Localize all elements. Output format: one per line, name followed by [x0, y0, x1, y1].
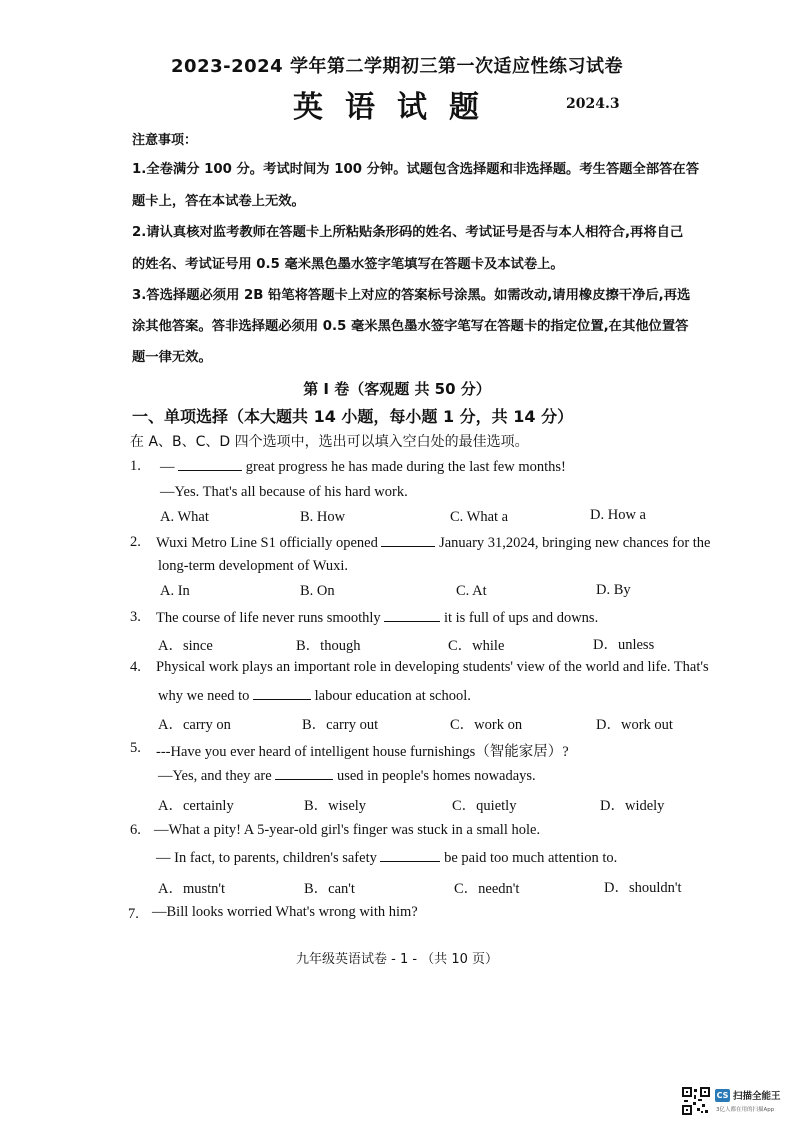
stem-text: used in people's homes nowadays.: [336, 768, 536, 784]
stem-text: it is full of ups and downs.: [443, 610, 599, 626]
question-reply: —Yes. That's all because of his hard work.: [160, 484, 408, 500]
question-number: 4.: [130, 659, 141, 675]
question-stem-cont: [158, 687, 471, 705]
answer-blank: [275, 767, 333, 780]
option-b: B. How: [300, 509, 346, 525]
option-c: C．quietly: [452, 798, 517, 814]
stem-text: great progress he has made during the last few months!: [245, 459, 566, 475]
notes-line: 涂其他答案。答非选择题必须用 0.5 毫米黑色墨水签字笔写在答题卡的指定位置,在其他位置答: [132, 319, 689, 334]
answer-blank: [380, 849, 440, 862]
option-b: B．can't: [304, 881, 355, 897]
question-number: 2.: [130, 534, 141, 550]
option-d: D．shouldn't: [604, 880, 682, 896]
option-b: B．though: [296, 638, 361, 654]
notes-line: 3.答选择题必须用 2B 铅笔将答题卡上对应的答案标号涂黑。如需改动,请用橡皮擦干净后,再选: [132, 288, 691, 303]
notes-line: 的姓名、考试证号用 0.5 毫米黑色墨水签字笔填写在答题卡及本试卷上。: [132, 257, 564, 272]
part-instruction: 在 A、B、C、D 四个选项中，选出可以填入空白处的最佳选项。: [130, 434, 529, 450]
notes-line: 题一律无效。: [132, 350, 212, 365]
exam-date: 2024.3: [566, 96, 620, 112]
stem-text: why we need to: [158, 688, 250, 704]
option-a: A．carry on: [158, 717, 231, 733]
option-a: A. In: [160, 583, 190, 599]
question-number: 3.: [130, 609, 141, 625]
answer-blank: [178, 458, 242, 471]
notes-line: 1.全卷满分 100 分。考试时间为 100 分钟。试题包含选择题和非选择题。考生答题全部答在答: [132, 162, 700, 177]
option-a: A．certainly: [158, 798, 234, 814]
option-c: C. At: [456, 583, 487, 599]
stem-text: January 31,2024, bringing new chances for the: [439, 535, 711, 551]
option-c: C．needn't: [454, 881, 520, 897]
question-reply: [158, 767, 536, 785]
exam-title: 2023-2024 学年第二学期初三第一次适应性练习试卷: [171, 56, 623, 77]
question-stem: ---Have you ever heard of intelligent house furnishings（智能家居）?: [156, 744, 569, 760]
question-stem: [160, 458, 566, 476]
question-stem: Physical work plays an important role in developing students' view of the world and life. That's: [156, 659, 709, 675]
stem-text: be paid too much attention to.: [444, 850, 618, 866]
option-a: A．since: [158, 638, 213, 654]
stem-text: labour education at school.: [314, 688, 471, 704]
option-c: C. What a: [450, 509, 509, 525]
notes-heading: 注意事项：: [132, 133, 198, 148]
question-stem: [156, 609, 598, 627]
question-stem: —Bill looks worried What's wrong with him?: [152, 904, 418, 920]
subject-title: 英语试题: [293, 90, 501, 125]
option-d: D．work out: [596, 717, 673, 733]
question-stem-cont: long-term development of Wuxi.: [158, 558, 349, 574]
option-b: B. On: [300, 583, 335, 599]
notes-line: 2.请认真核对监考教师在答题卡上所粘贴条形码的姓名、考试证号是否与本人相符合,再将自己: [132, 225, 684, 240]
scanner-slogan: 3亿人都在用的扫描App: [716, 1107, 775, 1113]
option-d: D．unless: [593, 637, 655, 653]
stem-text: —Yes, and they are: [158, 768, 272, 784]
option-a: A. What: [160, 509, 209, 525]
option-d: D．widely: [600, 798, 665, 814]
question-number: 5.: [130, 740, 141, 756]
answer-blank: [253, 687, 311, 700]
question-number: 7.: [128, 906, 139, 922]
page-footer: 九年级英语试卷 - 1 - （共 10 页）: [296, 952, 498, 967]
option-b: B．carry out: [302, 717, 379, 733]
stem-text: — In fact, to parents, children's safety: [156, 850, 377, 866]
scanner-app-name: 扫描全能王: [733, 1091, 781, 1102]
question-stem: —What a pity! A 5-year-old girl's finger was stuck in a small hole.: [154, 822, 541, 838]
question-number: 1.: [130, 458, 141, 474]
option-c: C．while: [448, 638, 505, 654]
qr-code-icon: [682, 1087, 710, 1115]
option-d: D. By: [596, 582, 631, 598]
question-stem: [156, 534, 711, 552]
stem-text: Wuxi Metro Line S1 officially opened: [156, 535, 378, 551]
question-reply: [156, 849, 617, 867]
part-title: 一、单项选择（本大题共 14 小题，每小题 1 分，共 14 分）: [132, 407, 574, 426]
notes-line: 题卡上，答在本试卷上无效。: [132, 194, 305, 209]
option-c: C．work on: [450, 717, 523, 733]
option-d: D. How a: [590, 507, 646, 523]
section-title: 第 I 卷（客观题 共 50 分）: [303, 380, 491, 398]
stem-text: —: [160, 459, 175, 475]
option-a: A．mustn't: [158, 881, 226, 897]
answer-blank: [384, 609, 440, 622]
question-number: 6.: [130, 822, 141, 838]
answer-blank: [381, 534, 435, 547]
scanner-logo: CS: [716, 1091, 729, 1100]
option-b: B．wisely: [304, 798, 367, 814]
stem-text: The course of life never runs smoothly: [156, 610, 381, 626]
